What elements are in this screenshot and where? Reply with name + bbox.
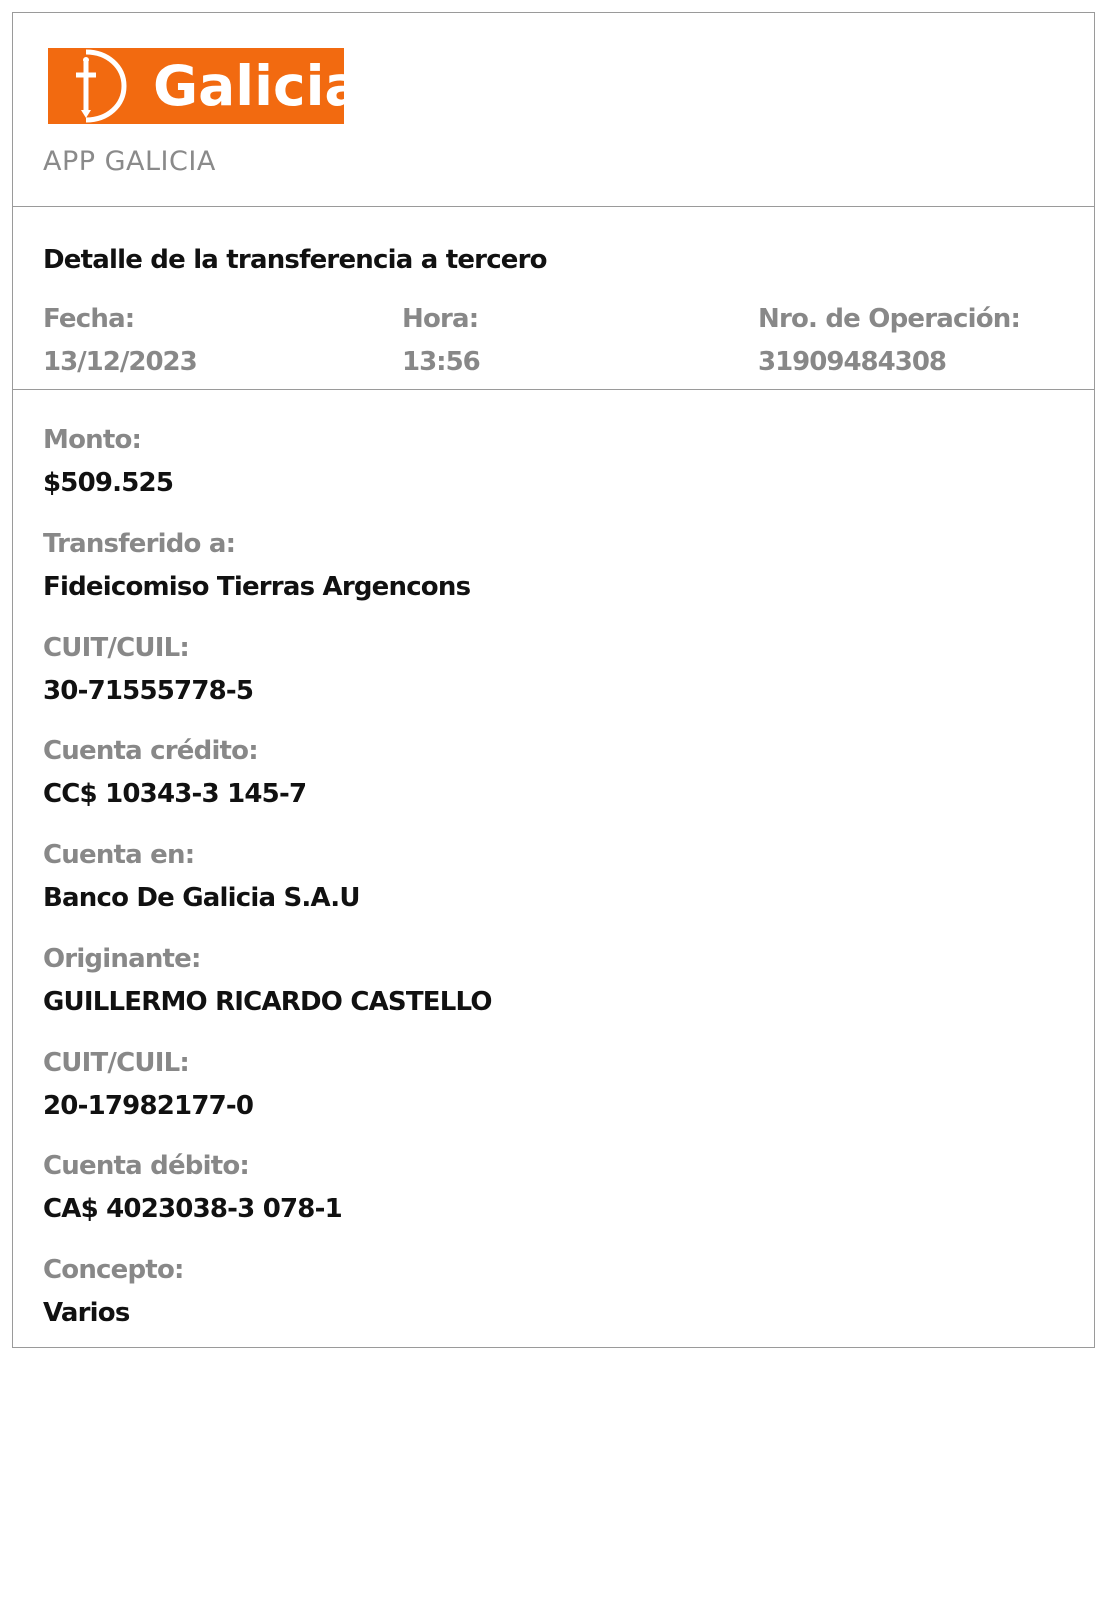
detail-value: 30-71555778-5	[43, 676, 254, 706]
operacion-value: 31909484308	[758, 347, 946, 377]
detail-field-monto	[43, 419, 173, 505]
detail-field-cuenta-credito	[43, 730, 306, 816]
detail-label: CUIT/CUIL:	[43, 633, 189, 663]
detail-value: Banco De Galicia S.A.U	[43, 883, 360, 913]
detail-field-cuenta-debito	[43, 1145, 342, 1231]
detail-value: Fideicomiso Tierras Argencons	[43, 572, 471, 602]
transfer-receipt	[12, 12, 1095, 1348]
detail-field-cuit-destino	[43, 627, 253, 713]
detail-value: Varios	[43, 1298, 130, 1328]
detail-field-cuit-origen	[43, 1042, 253, 1128]
detail-field-originante	[43, 938, 492, 1024]
page-title: Detalle de la transferencia a tercero	[43, 245, 547, 275]
detail-label: Monto:	[43, 425, 142, 455]
detail-label: Originante:	[43, 944, 201, 974]
detail-label: CUIT/CUIL:	[43, 1048, 189, 1078]
detail-label: Cuenta crédito:	[43, 736, 258, 766]
detail-value: $509.525	[43, 468, 174, 498]
transfer-summary	[13, 207, 1094, 390]
detail-label: Cuenta débito:	[43, 1151, 250, 1181]
logo-wordmark: Galicia	[153, 54, 362, 118]
detail-value: 20-17982177-0	[43, 1091, 254, 1121]
detail-field-concepto	[43, 1249, 184, 1335]
detail-field-cuenta-en	[43, 834, 360, 920]
detail-label: Cuenta en:	[43, 840, 195, 870]
fecha-label: Fecha:	[43, 304, 135, 334]
detail-value: CC$ 10343-3 145-7	[43, 779, 307, 809]
detail-value: GUILLERMO RICARDO CASTELLO	[43, 987, 492, 1017]
detail-field-transferido	[43, 523, 470, 609]
detail-value: CA$ 4023038-3 078-1	[43, 1194, 342, 1224]
receipt-header	[13, 13, 1094, 207]
fecha-value: 13/12/2023	[43, 347, 197, 377]
hora-value: 13:56	[402, 347, 480, 377]
app-name: APP GALICIA	[43, 146, 216, 177]
galicia-logo	[48, 48, 362, 124]
detail-label: Concepto:	[43, 1255, 184, 1285]
operacion-label: Nro. de Operación:	[758, 304, 1021, 334]
detail-label: Transferido a:	[43, 529, 236, 559]
hora-label: Hora:	[402, 304, 479, 334]
